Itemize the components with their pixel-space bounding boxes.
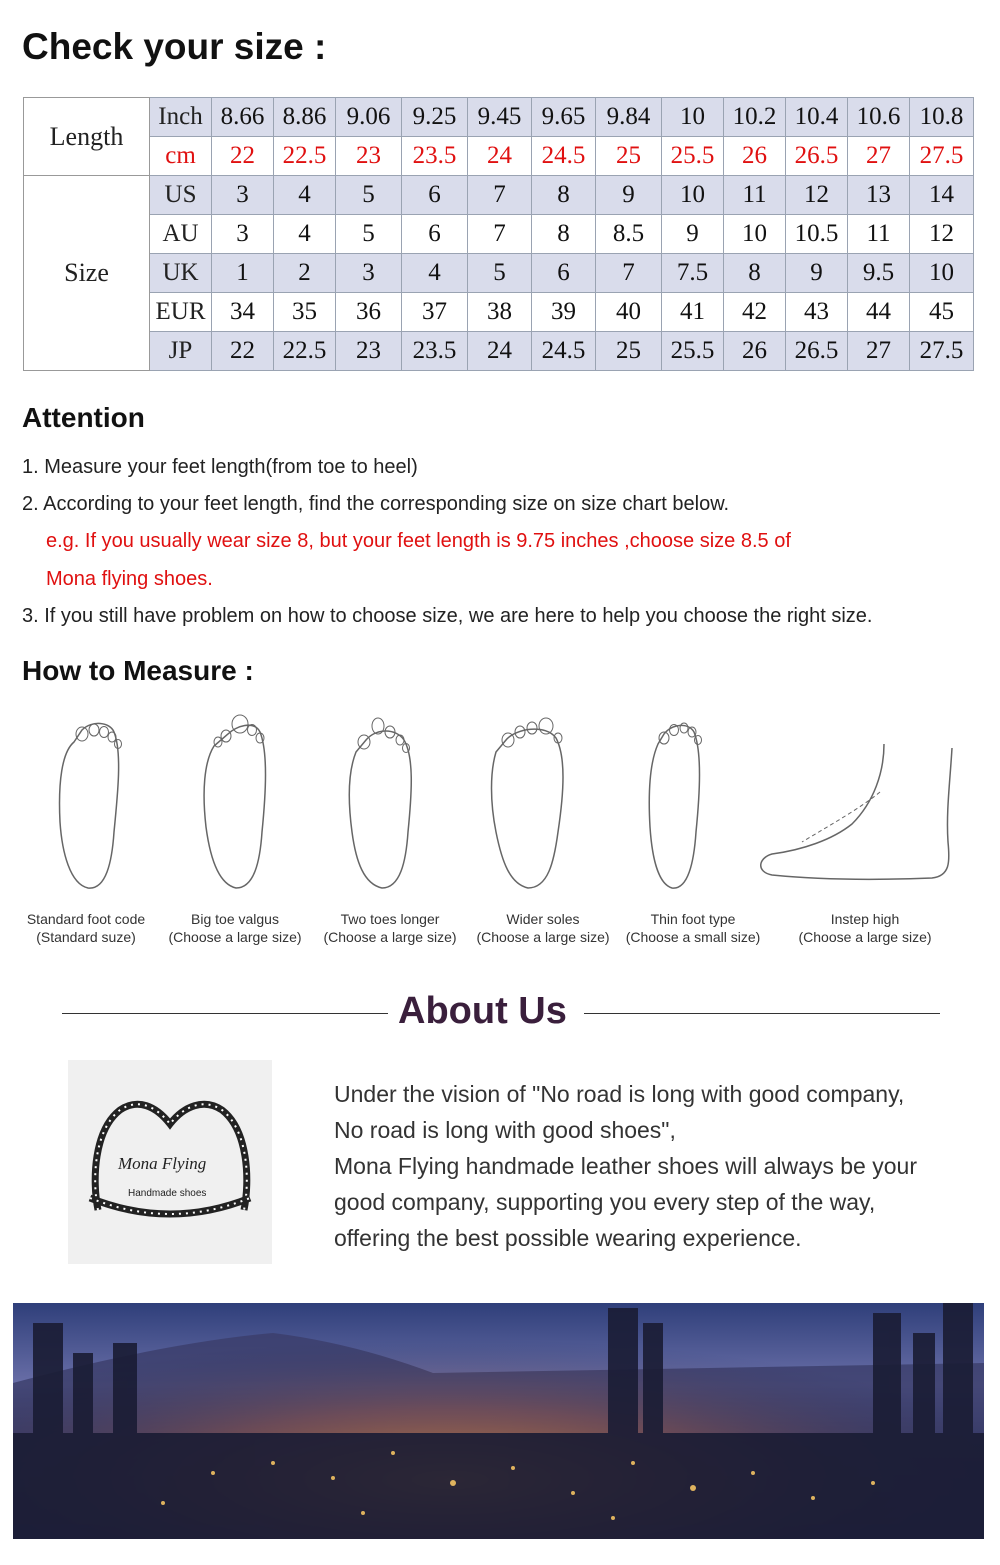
cm-cell: 25 bbox=[596, 137, 662, 176]
caption-advice: (Choose a large size) bbox=[323, 929, 457, 945]
two-toes-caption bbox=[318, 910, 462, 946]
eur-cell: 34 bbox=[212, 293, 274, 332]
jp-cell: 23.5 bbox=[402, 332, 468, 371]
attention-title: Attention bbox=[22, 402, 145, 433]
jp-cell: 25 bbox=[596, 332, 662, 371]
us-cell: 5 bbox=[336, 176, 402, 215]
au-label: AU bbox=[150, 215, 212, 254]
inch-cell: 9.45 bbox=[468, 98, 532, 137]
us-cell: 4 bbox=[274, 176, 336, 215]
page-title: Check your size : bbox=[22, 26, 327, 67]
inch-cell: 10.6 bbox=[848, 98, 910, 137]
caption-advice: (Choose a large size) bbox=[798, 929, 932, 945]
attention-line-2: 2. According to your feet length, find the corresponding size on size chart below. bbox=[22, 493, 730, 515]
about-text-line: Mona Flying handmade leather shoes will always be your bbox=[334, 1153, 917, 1179]
city-skyline-photo bbox=[13, 1303, 984, 1539]
uk-cell: 6 bbox=[532, 254, 596, 293]
length-label: Length bbox=[24, 98, 150, 176]
eur-cell: 35 bbox=[274, 293, 336, 332]
au-cell: 12 bbox=[910, 215, 974, 254]
uk-cell: 4 bbox=[402, 254, 468, 293]
inch-cell: 10 bbox=[662, 98, 724, 137]
eur-cell: 41 bbox=[662, 293, 724, 332]
caption-name: Two toes longer bbox=[340, 911, 440, 927]
caption-name: Standard foot code bbox=[26, 911, 146, 927]
inch-cell: 9.06 bbox=[336, 98, 402, 137]
au-cell: 9 bbox=[662, 215, 724, 254]
caption-advice: (Standard suze) bbox=[36, 929, 136, 945]
brand-logo bbox=[68, 1060, 272, 1264]
inch-row bbox=[24, 98, 974, 137]
about-title: About Us bbox=[398, 990, 567, 1032]
standard-foot-caption bbox=[22, 910, 150, 946]
au-cell: 8 bbox=[532, 215, 596, 254]
uk-cell: 3 bbox=[336, 254, 402, 293]
us-cell: 3 bbox=[212, 176, 274, 215]
cm-cell: 23.5 bbox=[402, 137, 468, 176]
uk-cell: 5 bbox=[468, 254, 532, 293]
thin-foot-icon bbox=[640, 712, 720, 897]
city-skyline-image bbox=[13, 1303, 984, 1539]
uk-cell: 9.5 bbox=[848, 254, 910, 293]
how-to-measure-title: How to Measure : bbox=[22, 655, 254, 686]
attention-example-1: e.g. If you usually wear size 8, but your feet length is 9.75 inches ,choose size 8.5 of bbox=[46, 530, 791, 552]
about-text-line: good company, supporting you every step of the way, bbox=[334, 1189, 876, 1215]
cm-cell: 24.5 bbox=[532, 137, 596, 176]
au-cell: 10.5 bbox=[786, 215, 848, 254]
eur-cell: 44 bbox=[848, 293, 910, 332]
cm-cell: 22 bbox=[212, 137, 274, 176]
inch-cell: 9.25 bbox=[402, 98, 468, 137]
cm-cell: 23 bbox=[336, 137, 402, 176]
us-cell: 13 bbox=[848, 176, 910, 215]
jp-cell: 27 bbox=[848, 332, 910, 371]
au-cell: 6 bbox=[402, 215, 468, 254]
cm-cell: 22.5 bbox=[274, 137, 336, 176]
eur-cell: 40 bbox=[596, 293, 662, 332]
cm-cell: 25.5 bbox=[662, 137, 724, 176]
cm-cell: 27.5 bbox=[910, 137, 974, 176]
caption-advice: (Choose a small size) bbox=[625, 929, 761, 945]
wider-soles-icon bbox=[488, 712, 568, 897]
us-cell: 12 bbox=[786, 176, 848, 215]
two-toes-longer-icon bbox=[342, 712, 422, 897]
au-cell: 7 bbox=[468, 215, 532, 254]
attention-example-2: Mona flying shoes. bbox=[46, 568, 213, 590]
inch-cell: 9.84 bbox=[596, 98, 662, 137]
jp-cell: 27.5 bbox=[910, 332, 974, 371]
caption-name: Instep high bbox=[830, 911, 900, 927]
caption-advice: (Choose a large size) bbox=[168, 929, 302, 945]
us-cell: 9 bbox=[596, 176, 662, 215]
cm-label: cm bbox=[150, 137, 212, 176]
caption-name: Big toe valgus bbox=[191, 911, 279, 927]
jp-row bbox=[24, 332, 974, 371]
au-cell: 3 bbox=[212, 215, 274, 254]
au-row bbox=[24, 215, 974, 254]
inch-cell: 8.66 bbox=[212, 98, 274, 137]
attention-line-3: 3. If you still have problem on how to choose size, we are here to help you choose the right size. bbox=[22, 605, 873, 627]
wider-soles-caption bbox=[471, 910, 615, 946]
big-toe-caption bbox=[163, 910, 307, 946]
about-text-line: No road is long with good shoes", bbox=[334, 1117, 676, 1143]
uk-cell: 1 bbox=[212, 254, 274, 293]
uk-cell: 8 bbox=[724, 254, 786, 293]
us-cell: 8 bbox=[532, 176, 596, 215]
uk-cell: 9 bbox=[786, 254, 848, 293]
eur-cell: 38 bbox=[468, 293, 532, 332]
size-chart-table bbox=[23, 97, 974, 371]
uk-cell: 2 bbox=[274, 254, 336, 293]
us-cell: 7 bbox=[468, 176, 532, 215]
jp-cell: 24 bbox=[468, 332, 532, 371]
eur-cell: 39 bbox=[532, 293, 596, 332]
about-text-line: Under the vision of "No road is long with good company, bbox=[334, 1081, 905, 1107]
uk-cell: 7 bbox=[596, 254, 662, 293]
size-label: Size bbox=[24, 176, 150, 371]
uk-cell: 10 bbox=[910, 254, 974, 293]
au-cell: 5 bbox=[336, 215, 402, 254]
eur-row bbox=[24, 293, 974, 332]
jp-cell: 25.5 bbox=[662, 332, 724, 371]
cm-cell: 24 bbox=[468, 137, 532, 176]
cm-row bbox=[24, 137, 974, 176]
uk-cell: 7.5 bbox=[662, 254, 724, 293]
logo-sub-text: Handmade shoes bbox=[128, 1188, 207, 1199]
us-label: US bbox=[150, 176, 212, 215]
jp-cell: 22 bbox=[212, 332, 274, 371]
caption-advice: (Choose a large size) bbox=[476, 929, 610, 945]
jp-cell: 24.5 bbox=[532, 332, 596, 371]
eur-cell: 45 bbox=[910, 293, 974, 332]
us-cell: 10 bbox=[662, 176, 724, 215]
jp-cell: 26.5 bbox=[786, 332, 848, 371]
au-cell: 10 bbox=[724, 215, 786, 254]
jp-cell: 26 bbox=[724, 332, 786, 371]
attention-line-1: 1. Measure your feet length(from toe to heel) bbox=[22, 456, 418, 478]
us-cell: 6 bbox=[402, 176, 468, 215]
standard-foot-icon bbox=[52, 712, 132, 897]
inch-cell: 10.8 bbox=[910, 98, 974, 137]
inch-label: Inch bbox=[150, 98, 212, 137]
eur-cell: 42 bbox=[724, 293, 786, 332]
eur-cell: 43 bbox=[786, 293, 848, 332]
uk-label: UK bbox=[150, 254, 212, 293]
thin-foot-caption bbox=[620, 910, 766, 946]
jp-cell: 22.5 bbox=[274, 332, 336, 371]
cm-cell: 26 bbox=[724, 137, 786, 176]
au-cell: 4 bbox=[274, 215, 336, 254]
inch-cell: 10.2 bbox=[724, 98, 786, 137]
cm-cell: 27 bbox=[848, 137, 910, 176]
au-cell: 8.5 bbox=[596, 215, 662, 254]
caption-name: Thin foot type bbox=[650, 911, 736, 927]
about-text-line: offering the best possible wearing experience. bbox=[334, 1225, 802, 1251]
inch-cell: 9.65 bbox=[532, 98, 596, 137]
us-cell: 14 bbox=[910, 176, 974, 215]
logo-brand-text: Mona Flying bbox=[118, 1154, 207, 1173]
eur-cell: 37 bbox=[402, 293, 468, 332]
cm-cell: 26.5 bbox=[786, 137, 848, 176]
eur-label: EUR bbox=[150, 293, 212, 332]
about-divider-right bbox=[584, 1013, 940, 1014]
jp-cell: 23 bbox=[336, 332, 402, 371]
caption-name: Wider soles bbox=[506, 911, 580, 927]
us-cell: 11 bbox=[724, 176, 786, 215]
jp-label: JP bbox=[150, 332, 212, 371]
inch-cell: 8.86 bbox=[274, 98, 336, 137]
instep-high-icon bbox=[752, 712, 962, 897]
au-cell: 11 bbox=[848, 215, 910, 254]
instep-high-caption bbox=[792, 910, 938, 946]
eur-cell: 36 bbox=[336, 293, 402, 332]
about-divider-left bbox=[62, 1013, 388, 1014]
us-row bbox=[24, 176, 974, 215]
big-toe-valgus-icon bbox=[198, 712, 278, 897]
inch-cell: 10.4 bbox=[786, 98, 848, 137]
uk-row bbox=[24, 254, 974, 293]
